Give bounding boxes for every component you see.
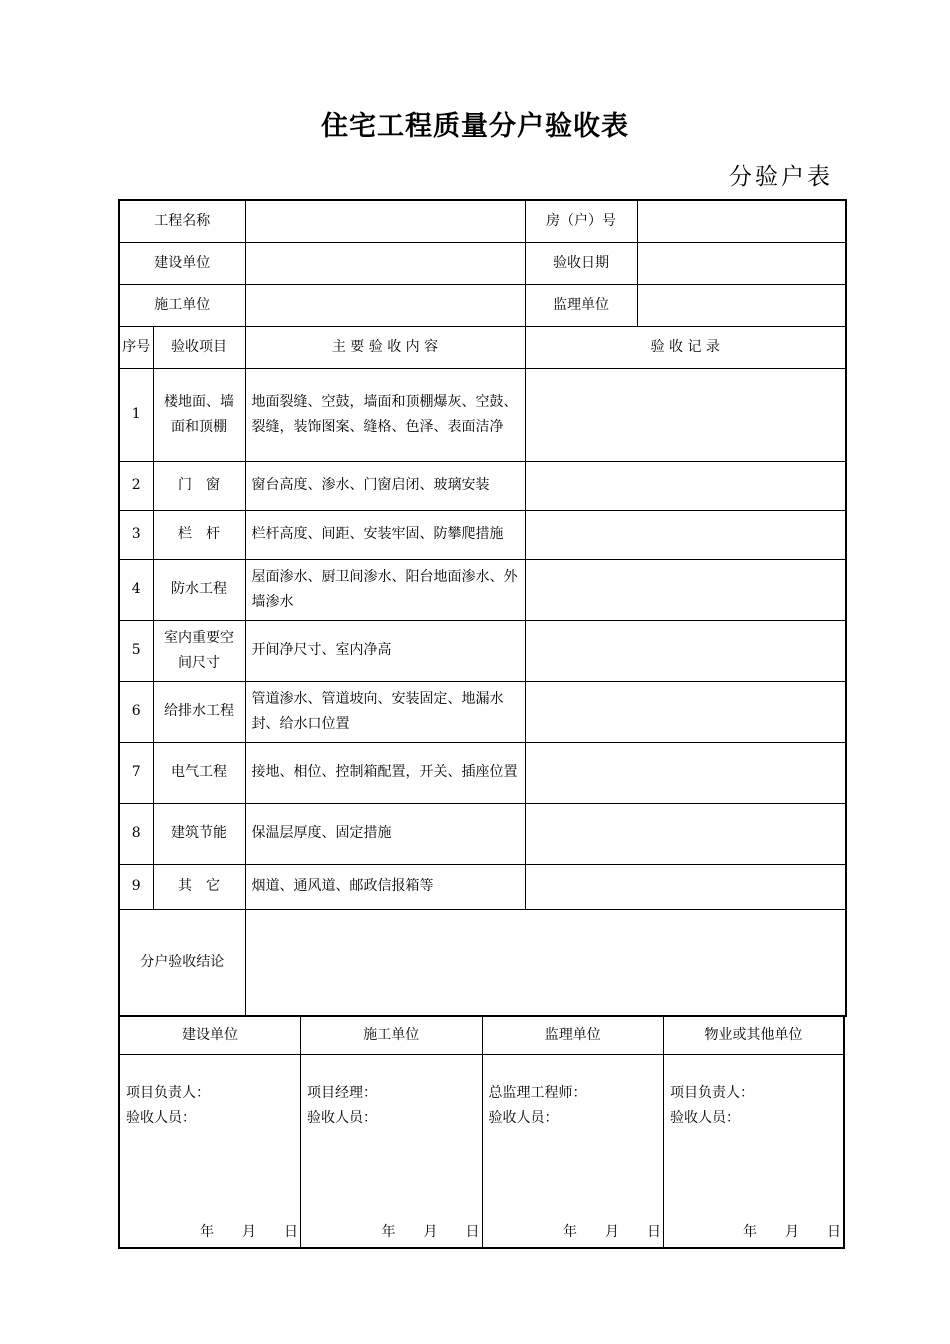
row-item: 建筑节能 <box>153 803 245 864</box>
signoff-line2: 验收人员： <box>126 1110 196 1126</box>
row-content: 栏杆高度、间距、安装牢固、防攀爬措施 <box>245 510 525 559</box>
signoff-cell[interactable] <box>301 1055 483 1248</box>
form-subtitle: 分验户表 <box>729 164 833 190</box>
table-row <box>119 461 846 510</box>
signoff-line1: 总监理工程师： <box>488 1085 587 1101</box>
builder-field[interactable] <box>245 242 525 284</box>
row-item: 给排水工程 <box>153 681 245 742</box>
table-row <box>119 559 846 620</box>
signoff-line2: 验收人员： <box>488 1110 559 1126</box>
row-no: 7 <box>119 742 153 803</box>
table-row <box>119 681 846 742</box>
row-content: 开间净尺寸、室内净高 <box>245 620 525 681</box>
row-record[interactable] <box>525 620 846 681</box>
signoff-cell[interactable] <box>482 1055 664 1248</box>
row-record[interactable] <box>525 803 846 864</box>
row-record[interactable] <box>525 681 846 742</box>
inspection-date-field[interactable] <box>637 242 846 284</box>
table-row <box>119 803 846 864</box>
row-no: 6 <box>119 681 153 742</box>
signoff-table <box>118 1015 845 1249</box>
row-content: 保温层厚度、固定措施 <box>245 803 525 864</box>
signoff-line1: 项目负责人： <box>670 1085 754 1101</box>
header-record: 验 收 记 录 <box>525 326 846 368</box>
row-no: 5 <box>119 620 153 681</box>
table-row <box>119 368 846 461</box>
inspection-date-label: 验收日期 <box>525 242 637 284</box>
row-item: 栏 杆 <box>153 510 245 559</box>
signoff-date: 年 月 日 <box>200 1223 298 1240</box>
table-row <box>119 510 846 559</box>
row-item: 楼地面、墙面和顶棚 <box>153 368 245 461</box>
header-content: 主 要 验 收 内 容 <box>245 326 525 368</box>
signoff-line2: 验收人员： <box>670 1110 740 1126</box>
signoff-line1: 项目经理： <box>307 1085 377 1101</box>
row-content: 烟道、通风道、邮政信报箱等 <box>245 864 525 909</box>
row-item: 防水工程 <box>153 559 245 620</box>
row-no: 8 <box>119 803 153 864</box>
row-no: 4 <box>119 559 153 620</box>
header-item: 验收项目 <box>153 326 245 368</box>
row-record[interactable] <box>525 864 846 909</box>
signoff-heading: 物业或其他单位 <box>664 1016 845 1055</box>
signoff-line2: 验收人员： <box>307 1110 377 1126</box>
signoff-heading: 施工单位 <box>301 1016 483 1055</box>
signoff-cell[interactable] <box>664 1055 845 1248</box>
row-record[interactable] <box>525 510 846 559</box>
contractor-label: 施工单位 <box>119 284 245 326</box>
project-name-label: 工程名称 <box>119 200 245 242</box>
signoff-date: 年 月 日 <box>743 1223 841 1240</box>
inspection-table <box>118 199 847 1017</box>
conclusion-field[interactable] <box>245 909 846 1016</box>
signoff-date: 年 月 日 <box>563 1223 661 1240</box>
row-content: 地面裂缝、空鼓，墙面和顶棚爆灰、空鼓、裂缝，装饰图案、缝格、色泽、表面洁净 <box>245 368 525 461</box>
row-record[interactable] <box>525 461 846 510</box>
supervisor-field[interactable] <box>637 284 846 326</box>
room-number-label: 房（户）号 <box>525 200 637 242</box>
row-record[interactable] <box>525 368 846 461</box>
builder-label: 建设单位 <box>119 242 245 284</box>
table-row <box>119 620 846 681</box>
supervisor-label: 监理单位 <box>525 284 637 326</box>
signoff-line1: 项目负责人： <box>126 1085 210 1101</box>
row-no: 2 <box>119 461 153 510</box>
page-title: 住宅工程质量分户验收表 <box>321 111 629 142</box>
project-name-field[interactable] <box>245 200 525 242</box>
table-row <box>119 742 846 803</box>
signoff-date: 年 月 日 <box>381 1223 480 1240</box>
signoff-heading: 建设单位 <box>119 1016 301 1055</box>
row-content: 屋面渗水、厨卫间渗水、阳台地面渗水、外墙渗水 <box>245 559 525 620</box>
contractor-field[interactable] <box>245 284 525 326</box>
row-record[interactable] <box>525 742 846 803</box>
signoff-heading: 监理单位 <box>482 1016 664 1055</box>
header-no: 序号 <box>119 326 153 368</box>
row-no: 3 <box>119 510 153 559</box>
row-item: 室内重要空间尺寸 <box>153 620 245 681</box>
row-content: 接地、相位、控制箱配置，开关、插座位置 <box>245 742 525 803</box>
row-record[interactable] <box>525 559 846 620</box>
row-item: 其 它 <box>153 864 245 909</box>
row-content: 管道渗水、管道坡向、安装固定、地漏水封、给水口位置 <box>245 681 525 742</box>
row-no: 9 <box>119 864 153 909</box>
signoff-cell[interactable] <box>119 1055 301 1248</box>
row-item: 电气工程 <box>153 742 245 803</box>
row-no: 1 <box>119 368 153 461</box>
row-item: 门 窗 <box>153 461 245 510</box>
row-content: 窗台高度、渗水、门窗启闭、玻璃安装 <box>245 461 525 510</box>
conclusion-label: 分户验收结论 <box>119 909 245 1016</box>
room-number-field[interactable] <box>637 200 846 242</box>
table-row <box>119 864 846 909</box>
